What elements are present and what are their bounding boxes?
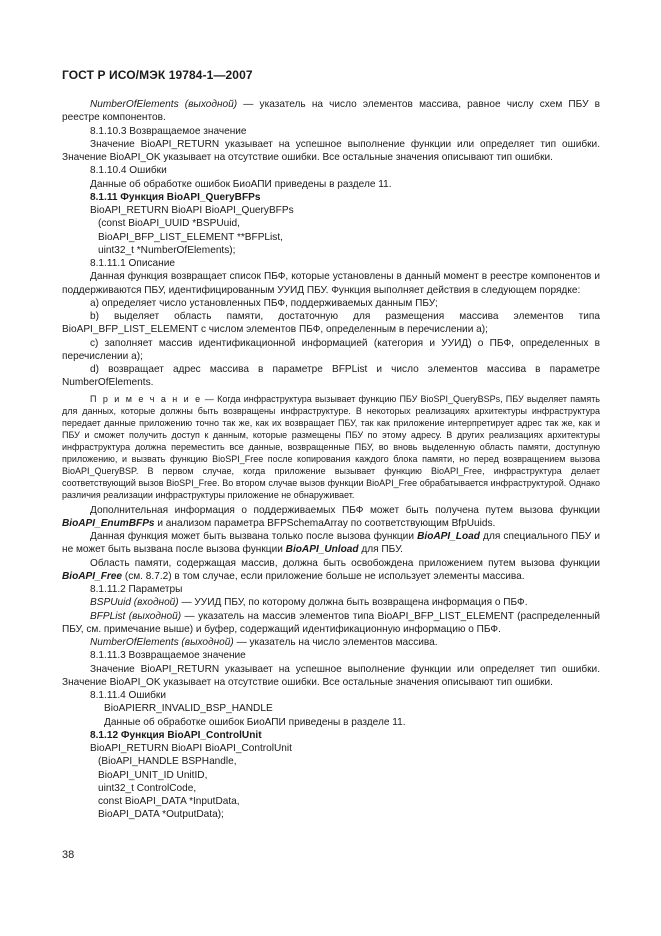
section-heading: 8.1.10.4 Ошибки xyxy=(90,165,167,177)
text-run: Данная функция может быть вызвана только после вызова функции xyxy=(90,531,418,542)
paragraph xyxy=(62,504,600,531)
note xyxy=(62,393,600,501)
section-heading: 8.1.11.3 Возвращаемое значение xyxy=(90,650,246,662)
page-content xyxy=(62,98,600,822)
text-run: Область памяти, содержащая массив, должна быть освобождена приложением путем вызова функции xyxy=(90,557,600,569)
param-name: BFPList (выходной) xyxy=(90,610,182,622)
param-name: NumberOfElements (выходной) xyxy=(90,637,234,648)
list-item-continuation: BioAPI_BFP_LIST_ELEMENT с числом элементов ПБФ, определенным в перечислении a); xyxy=(62,324,488,336)
section-heading: 8.1.11.2 Параметры xyxy=(90,584,183,595)
text-run: для специального ПБУ и не может быть вызвана после вызова функции xyxy=(62,531,600,556)
list-item: a) определяет число установленных ПБФ, поддерживаемых данным ПБУ; xyxy=(90,297,438,309)
page-number: 38 xyxy=(62,849,75,861)
paragraph: Значение BioAPI_RETURN указывает на успешное выполнение функции или определяет тип ошибки. Значение BioAPI_OK указывает на отсутствие ошибки. Все остальные значения описывают тип ошибки. xyxy=(62,663,600,688)
section-heading: 8.1.11.4 Ошибки xyxy=(90,690,166,701)
paragraph: Данные об обработке ошибок БиоАПИ приведены в разделе 11. xyxy=(104,716,406,728)
paragraph xyxy=(62,98,600,125)
section-heading: 8.1.12 Функция BioAPI_ControlUnit xyxy=(90,729,262,741)
code-line: BioAPI_DATA *OutputData); xyxy=(98,809,224,821)
function-name: BioAPI_Unload xyxy=(285,544,359,556)
function-name: BioAPI_Load xyxy=(417,531,480,542)
function-name: BioAPI_Free xyxy=(62,570,123,582)
page-header: ГОСТ Р ИСО/МЭК 19784-1—2007 xyxy=(62,68,253,82)
code-line: const BioAPI_DATA *InputData, xyxy=(98,796,240,807)
list-item: c) заполняет массив идентификационной информацией (категория и УУИД) о ПБФ, определенных в перечислении a); xyxy=(62,337,600,362)
param-name: BSPUuid (входной) xyxy=(90,597,179,609)
paragraph xyxy=(62,636,600,649)
note-text: — Когда инфраструктура вызывает функцию ПБУ BioSPI_QueryBSPs, ПБУ выделяет память для данных, которые должны быть возвращены инфраструктуре. В некоторых реализациях архитектуры инфраструктура передает данные приложению точно так же, как их возвращает ПБУ, так как приложение интерпретирует адрес так же, как и ПБУ и сможет получить доступ к данным, которые размещены ПБУ по этому адресу. В других реализациях архитектуры инфраструктура должна переместить все данные, возвращенные ПБУ, во вновь выделенную область памяти, доступную приложению, и вызвать функцию BioSPI_Free после копирования каждого блока памяти, но перед возвращением вызова BioAPI_QueryBSP. В первом случае, когда приложение вызывает функцию BioAPI_Free, инфраструктура делает соответствующий вызов BioSPI_Free. Во втором случае вызов функции BioAPI_Free обрабатывается инфраструктурой. Однако различия реализации инфраструктуры приложение не обнаруживает. xyxy=(62,393,600,500)
paragraph: Данные об обработке ошибок БиоАПИ приведены в разделе 11. xyxy=(90,178,392,190)
code-line: uint32_t ControlCode, xyxy=(98,782,197,794)
section-heading: 8.1.10.3 Возвращаемое значение xyxy=(90,125,247,137)
section-heading: 8.1.11.1 Описание xyxy=(90,258,175,269)
paragraph: Значение BioAPI_RETURN указывает на успешное выполнение функции или определяет тип ошибки. Значение BioAPI_OK указывает на отсутствие ошибки. Все остальные значения описывают тип ошибки. xyxy=(62,138,600,163)
paragraph xyxy=(62,557,600,584)
text-run: Дополнительная информация о поддерживаемых ПБФ может быть получена путем вызова функции xyxy=(90,504,600,516)
code-line: uint32_t *NumberOfElements); xyxy=(98,244,236,256)
code-line: (const BioAPI_UUID *BSPUuid, xyxy=(98,218,240,230)
list-item: b) выделяет область памяти, достаточную для размещения массива элементов типа xyxy=(90,311,600,322)
list-item-continuation: NumberOfElements. xyxy=(62,377,154,389)
text-run: и анализом параметра BFPSchemaArray по соответствующим BfpUuids. xyxy=(154,517,496,529)
note-label: П р и м е ч а н и е xyxy=(90,393,202,404)
paragraph xyxy=(62,530,600,557)
code-line: BioAPI_RETURN BioAPI BioAPI_QueryBFPs xyxy=(90,205,294,216)
text-run: — указатель на число элементов массива. xyxy=(233,637,438,648)
list-item: d) возвращает адрес массива в параметре BFPList и число элементов массива в параметре xyxy=(90,364,600,375)
error-code: BioAPIERR_INVALID_BSP_HANDLE xyxy=(104,703,273,715)
paragraph xyxy=(62,596,600,609)
text-run: (см. 8.7.2) в том случае, если приложение больше не использует элементы массива. xyxy=(122,570,525,582)
paragraph: Данная функция возвращает список ПБФ, которые установлены в данный момент в реестре компонентов и поддерживаются ПБУ, идентифицированным УУИД ПБУ. Функция выполняет действия в следующем порядке: xyxy=(62,271,600,296)
section-heading: 8.1.11 Функция BioAPI_QueryBFPs xyxy=(90,191,261,203)
code-line: BioAPI_RETURN BioAPI BioAPI_ControlUnit xyxy=(90,743,292,754)
text-run: для ПБУ. xyxy=(358,544,403,556)
text-run: — указатель на массив элементов типа BioAPI_BFP_LIST_ELEMENT (распределенный ПБУ, см. примечание выше) и буфер, содержащий идентификационную информацию о ПБФ. xyxy=(62,610,600,635)
code-line: BioAPI_BFP_LIST_ELEMENT **BFPList, xyxy=(98,231,283,243)
text-run: — указатель на число элементов массива, равное числу схем ПБУ в реестре компонентов. xyxy=(62,99,601,124)
function-name: BioAPI_EnumBFPs xyxy=(62,517,155,529)
param-name: NumberOfElements (выходной) xyxy=(90,99,238,110)
code-line: (BioAPI_HANDLE BSPHandle, xyxy=(98,756,237,768)
code-line: BioAPI_UNIT_ID UnitID, xyxy=(98,769,208,781)
text-run: — УУИД ПБУ, по которому должна быть возвращена информация о ПБФ. xyxy=(178,597,528,609)
paragraph xyxy=(62,610,600,637)
